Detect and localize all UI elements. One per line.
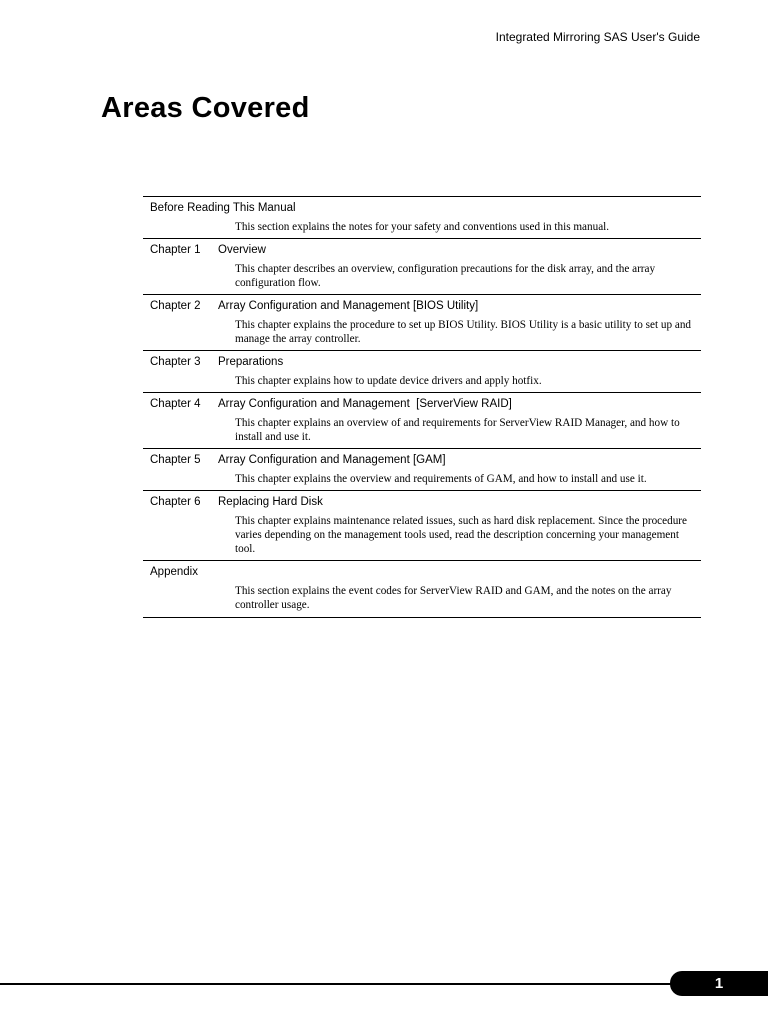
- toc-section-title: Preparations: [218, 355, 284, 368]
- toc-row-chapter-5: [143, 449, 701, 491]
- toc-row-chapter-6: [143, 491, 701, 561]
- toc-row-appendix: [143, 561, 701, 618]
- toc-chapter-label: Chapter 1: [150, 243, 201, 256]
- toc-section-description: This chapter explains the overview and requirements of GAM, and how to install and use it.: [235, 473, 647, 485]
- toc-section-description: This section explains the event codes for ServerView RAID and GAM, and the notes on the array controller usage.: [235, 585, 672, 611]
- toc-section-title: Before Reading This Manual: [150, 201, 296, 214]
- toc-chapter-label: Chapter 6: [150, 495, 201, 508]
- toc-row-chapter-1: [143, 239, 701, 295]
- toc-row-head: [143, 451, 701, 468]
- toc-section-title: Replacing Hard Disk: [218, 495, 323, 508]
- toc-section-description: This chapter describes an overview, configuration precautions for the disk array, and the array configuration flow.: [235, 263, 656, 289]
- toc-row-head: [143, 493, 701, 510]
- page-number: 1: [714, 975, 724, 992]
- toc-section-description: This chapter explains the procedure to set up BIOS Utility. BIOS Utility is a basic utility to set up and manage the array controller.: [235, 319, 692, 345]
- toc-chapter-label: Chapter 4: [150, 397, 201, 410]
- running-header: Integrated Mirroring SAS User's Guide: [495, 30, 700, 44]
- toc-row-head: [143, 563, 701, 580]
- toc-chapter-label: Chapter 2: [150, 299, 201, 312]
- toc-chapter-label: Appendix: [150, 565, 198, 578]
- toc-section-description: This chapter explains maintenance related issues, such as hard disk replacement. Since the procedure varies depending on the management tools used, read the description concerning your management tool.: [235, 515, 687, 555]
- areas-covered-table: [143, 196, 701, 618]
- toc-row-head: [143, 241, 701, 258]
- toc-row-chapter-2: [143, 295, 701, 351]
- toc-row-before-reading: [143, 197, 701, 239]
- toc-row-chapter-4: [143, 393, 701, 449]
- toc-section-description: This section explains the notes for your safety and conventions used in this manual.: [235, 221, 610, 233]
- toc-row-head: [143, 199, 701, 216]
- page-number-tab: [670, 971, 768, 996]
- footer-rule: [0, 983, 690, 985]
- toc-row-chapter-3: [143, 351, 701, 393]
- toc-section-description: This chapter explains an overview of and requirements for ServerView RAID Manager, and how to install and use it.: [235, 417, 680, 443]
- toc-row-head: [143, 395, 701, 412]
- toc-row-head: [143, 353, 701, 370]
- toc-section-title: Array Configuration and Management [BIOS Utility]: [218, 299, 479, 312]
- toc-chapter-label: Chapter 5: [150, 453, 201, 466]
- toc-section-title: Array Configuration and Management [GAM]: [218, 453, 446, 466]
- toc-section-description: This chapter explains how to update device drivers and apply hotfix.: [235, 375, 542, 387]
- toc-section-title: Overview: [218, 243, 266, 256]
- page-title: Areas Covered: [101, 92, 310, 124]
- toc-chapter-label: Chapter 3: [150, 355, 201, 368]
- toc-section-title: Array Configuration and Management [ServerView RAID]: [218, 397, 512, 410]
- toc-row-head: [143, 297, 701, 314]
